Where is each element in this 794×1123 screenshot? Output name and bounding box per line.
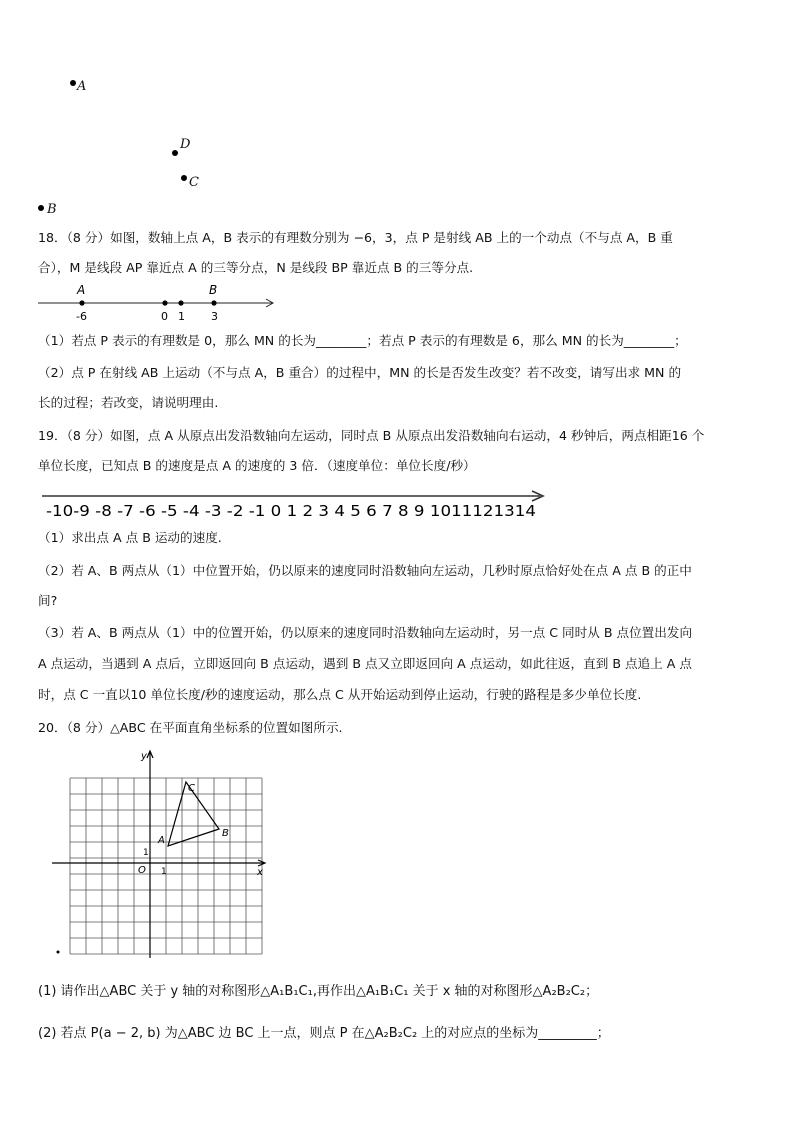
point-d-dot (172, 150, 178, 156)
grid-label-b: B (222, 828, 229, 839)
q19-part1: （1）求出点 A 点 B 运动的速度. (38, 530, 222, 545)
q20-stem: 20．（8 分）△ABC 在平面直角坐标系的位置如图所示. (38, 720, 343, 735)
point-b-dot (38, 205, 44, 211)
q18-tick-3: 3 (211, 310, 218, 323)
q19-part2-line2: 间? (38, 593, 58, 608)
q18-stem-line1: 18．（8 分）如图，数轴上点 A，B 表示的有理数分别为 −6，3，点 P 是射线 AB 上的一个动点（不与点 A，B 重 (38, 230, 673, 245)
q19-part3-line3: 时，点 C 一直以10 单位长度/秒的速度运动，那么点 C 从开始运动到停止运动，行驶的路程是多少单位长度. (38, 687, 642, 702)
grid-label-y: y (141, 751, 147, 762)
q18-part2-line1: （2）点 P 在射线 AB 上运动（不与点 A，B 重合）的过程中，MN 的长是否发生改变？若不改变，请写出求 MN 的 (38, 365, 682, 380)
q18-point-a (79, 300, 84, 305)
point-a-dot (70, 80, 76, 86)
point-d-label: D (180, 137, 191, 152)
q18-tick-neg6: -6 (76, 310, 87, 323)
q18-part2-line2: 长的过程；若改变，请说明理由. (38, 395, 219, 410)
q18-tick-1: 1 (178, 310, 185, 323)
q19-part2-line1: （2）若 A、B 两点从（1）中位置开始，仍以原来的速度同时沿数轴向左运动，几秒时原点恰好处在点 A 点 B 的正中 (38, 563, 692, 578)
q19-part3-line1: （3）若 A、B 两点从（1）中的位置开始，仍以原来的速度同时沿数轴向左运动时，另一点 C 同时从 B 点位置出发向 (38, 625, 693, 640)
point-a-label: A (77, 79, 87, 94)
q19-number-line (40, 486, 550, 522)
point-c-label: C (189, 175, 199, 190)
q20-part2: (2) 若点 P(a − 2, b) 为△ABC 边 BC 上一点，则点 P 在△A₂B₂C₂ 上的对应点的坐标为_________； (38, 1026, 610, 1041)
grid-label-one-x: 1 (161, 867, 167, 877)
q18-point-one (178, 300, 183, 305)
q18-label-b: B (209, 283, 218, 297)
q19-stem-line1: 19．（8 分）如图，点 A 从原点出发沿数轴向左运动，同时点 B 从原点出发沿数轴向右运动，4 秒钟后，两点相距16 个 (38, 428, 705, 443)
q19-axis-labels: -10-9 -8 -7 -6 -5 -4 -3 -2 -1 0 1 2 3 4 5 6 7 8 9 1011121314 (46, 502, 536, 520)
q18-part1: （1）若点 P 表示的有理数是 0，那么 MN 的长为________；若点 P 表示的有理数是 6，那么 MN 的长为________； (38, 333, 687, 348)
grid-label-x: x (257, 867, 263, 878)
q19-stem-line2: 单位长度，已知点 B 的速度是点 A 的速度的 3 倍．（速度单位：单位长度/秒） (38, 458, 476, 473)
q20-part1: (1) 请作出△ABC 关于 y 轴的对称图形△A₁B₁C₁,再作出△A₁B₁C₁ 关于 x 轴的对称图形△A₂B₂C₂； (38, 984, 599, 999)
q18-tick-0: 0 (161, 310, 168, 323)
q18-stem-line2: 合），M 是线段 AP 靠近点 A 的三等分点，N 是线段 BP 靠近点 B 的三等分点. (38, 260, 474, 275)
grid-label-one-y: 1 (143, 848, 149, 858)
point-c-dot (181, 175, 187, 181)
grid-lines (70, 778, 262, 954)
grid-label-c: C (188, 783, 195, 794)
q20-coordinate-grid (52, 748, 272, 962)
grid-label-a: A (158, 835, 165, 846)
q18-point-b (211, 300, 216, 305)
q18-number-line (36, 282, 280, 324)
q18-label-a: A (77, 283, 86, 297)
q18-point-zero (162, 300, 167, 305)
q19-part3-line2: A 点运动，当遇到 A 点后，立即返回向 B 点运动，遇到 B 点又立即返回向 A 点运动，如此往返，直到 B 点追上 A 点 (38, 656, 692, 671)
grid-label-origin: O (138, 865, 146, 876)
point-b-label: B (47, 202, 57, 217)
